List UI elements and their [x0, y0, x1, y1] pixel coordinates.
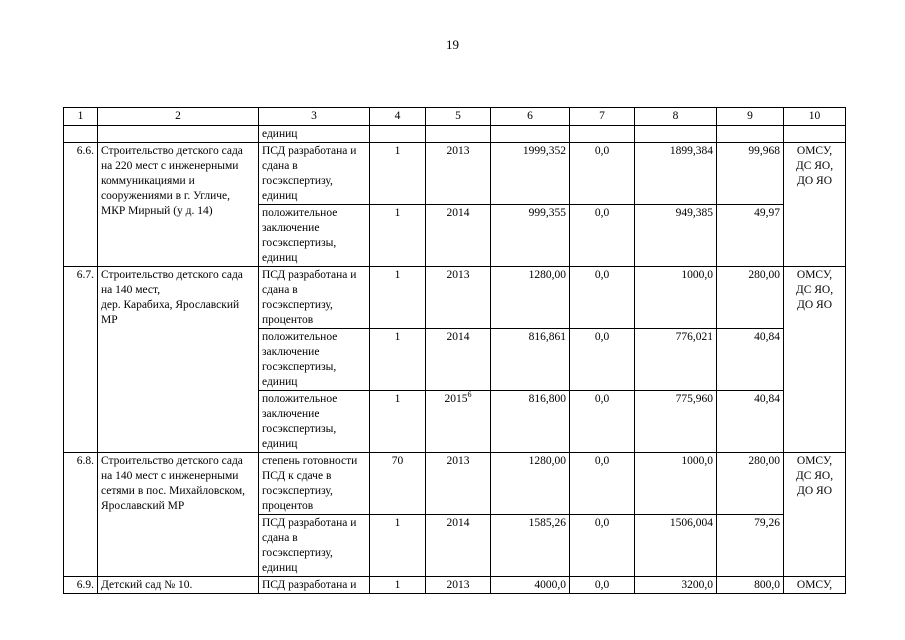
year-cell — [426, 391, 491, 453]
amount-cell: 0,0 — [570, 143, 635, 205]
amount-cell: 40,84 — [717, 391, 784, 453]
table-row — [64, 143, 846, 205]
responsible-cell: ОМСУ, ДС ЯО, ДО ЯО — [784, 143, 846, 267]
col-header: 1 — [64, 108, 98, 126]
total-cell: 1280,00 — [491, 267, 570, 329]
amount-cell: 1000,0 — [635, 267, 717, 329]
indicator-value: 1 — [370, 391, 426, 453]
amount-cell: 776,021 — [635, 329, 717, 391]
amount-cell: 0,0 — [570, 391, 635, 453]
amount-cell: 949,385 — [635, 205, 717, 267]
amount-cell: 0,0 — [570, 453, 635, 515]
col-header: 2 — [98, 108, 259, 126]
header-row — [64, 108, 846, 126]
total-cell: 999,355 — [491, 205, 570, 267]
responsible-cell: ОМСУ, ДС ЯО, ДО ЯО — [784, 453, 846, 577]
amount-cell: 800,0 — [717, 577, 784, 594]
total-cell: 4000,0 — [491, 577, 570, 594]
table-row — [64, 267, 846, 329]
table-row — [64, 453, 846, 515]
indicator-cell: ПСД разработана и — [259, 577, 370, 594]
year-cell: 2013 — [426, 143, 491, 205]
col-header: 6 — [491, 108, 570, 126]
indicator-cell: степень готовности ПСД к сдаче в госэкспертизу, процентов — [259, 453, 370, 515]
object-name: Строительство детского сада на 220 мест с инженерными коммуникациями и сооружениями в г. Угличе, МКР Мирный (у д. 14) — [98, 143, 259, 267]
year-cell: 2013 — [426, 577, 491, 594]
indicator-value: 1 — [370, 515, 426, 577]
col-header: 7 — [570, 108, 635, 126]
year-value: 2015 — [444, 393, 468, 405]
year-cell: 2014 — [426, 205, 491, 267]
indicator-cell: положительное заключение госэкспертизы, единиц — [259, 205, 370, 267]
amount-cell: 3200,0 — [635, 577, 717, 594]
row-number: 6.7. — [64, 267, 98, 453]
total-cell: 1585,26 — [491, 515, 570, 577]
amount-cell: 0,0 — [570, 577, 635, 594]
amount-cell: 0,0 — [570, 205, 635, 267]
col-header: 8 — [635, 108, 717, 126]
col-header: 5 — [426, 108, 491, 126]
page-number: 19 — [446, 37, 459, 52]
total-cell: 816,800 — [491, 391, 570, 453]
indicator-cell: положительное заключение госэкспертизы, единиц — [259, 329, 370, 391]
indicator-value: 1 — [370, 267, 426, 329]
col-header: 3 — [259, 108, 370, 126]
year-cell: 2014 — [426, 329, 491, 391]
indicator-value: 70 — [370, 453, 426, 515]
amount-cell: 99,968 — [717, 143, 784, 205]
col-header: 10 — [784, 108, 846, 126]
continuation-row — [64, 126, 846, 143]
amount-cell: 0,0 — [570, 329, 635, 391]
responsible-cell: ОМСУ, ДС ЯО, ДО ЯО — [784, 267, 846, 453]
indicator-cell: ПСД разработана и сдана в госэкспертизу, единиц — [259, 143, 370, 205]
total-cell: 1280,00 — [491, 453, 570, 515]
row-number: 6.6. — [64, 143, 98, 267]
year-cell: 2013 — [426, 267, 491, 329]
responsible-cell: ОМСУ, — [784, 577, 846, 594]
indicator-cell: единиц — [259, 126, 370, 143]
year-cell: 2013 — [426, 453, 491, 515]
indicator-value: 1 — [370, 143, 426, 205]
amount-cell: 40,84 — [717, 329, 784, 391]
col-header: 4 — [370, 108, 426, 126]
row-number: 6.9. — [64, 577, 98, 594]
table-row — [64, 577, 846, 594]
amount-cell: 79,26 — [717, 515, 784, 577]
indicator-cell: ПСД разработана и сдана в госэкспертизу, процентов — [259, 267, 370, 329]
amount-cell: 0,0 — [570, 515, 635, 577]
object-name: Строительство детского сада на 140 мест с инженерными сетями в пос. Михайловском, Ярославский МР — [98, 453, 259, 577]
amount-cell: 0,0 — [570, 267, 635, 329]
amount-cell: 280,00 — [717, 267, 784, 329]
amount-cell: 1899,384 — [635, 143, 717, 205]
amount-cell: 280,00 — [717, 453, 784, 515]
object-name: Детский сад № 10. — [98, 577, 259, 594]
amount-cell: 49,97 — [717, 205, 784, 267]
amount-cell: 775,960 — [635, 391, 717, 453]
amount-cell: 1506,004 — [635, 515, 717, 577]
indicator-value: 1 — [370, 329, 426, 391]
indicator-cell: ПСД разработана и сдана в госэкспертизу, единиц — [259, 515, 370, 577]
object-name: Строительство детского сада на 140 мест, дер. Карабиха, Ярославский МР — [98, 267, 259, 453]
data-table — [63, 107, 846, 594]
total-cell: 816,861 — [491, 329, 570, 391]
indicator-value: 1 — [370, 205, 426, 267]
indicator-value: 1 — [370, 577, 426, 594]
amount-cell: 1000,0 — [635, 453, 717, 515]
indicator-cell: положительное заключение госэкспертизы, единиц — [259, 391, 370, 453]
year-cell: 2014 — [426, 515, 491, 577]
footnote-marker: 6 — [467, 390, 472, 400]
row-number: 6.8. — [64, 453, 98, 577]
col-header: 9 — [717, 108, 784, 126]
total-cell: 1999,352 — [491, 143, 570, 205]
